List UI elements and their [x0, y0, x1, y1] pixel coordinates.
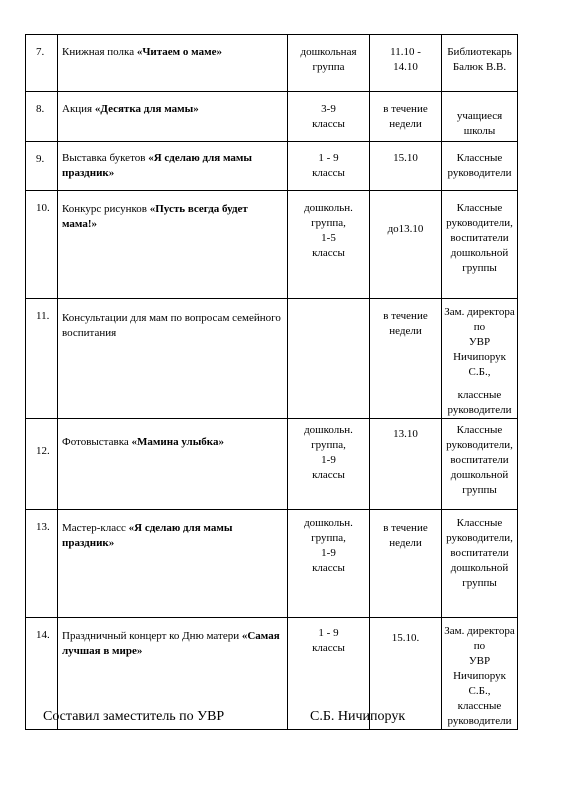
row-number [26, 510, 58, 618]
responsible-cell [442, 419, 518, 510]
audience-line: классы [312, 562, 345, 574]
event-cell [58, 191, 288, 299]
date-cell [370, 191, 442, 299]
responsible-line: воспитатели [450, 232, 509, 244]
responsible-line: учащиеся школы [456, 110, 503, 137]
audience-line: группа, [311, 532, 346, 544]
audience-line: 3-9 [321, 103, 336, 115]
responsible-cell [442, 191, 518, 299]
responsible-line: Классные [456, 517, 503, 529]
date-cell [370, 92, 442, 142]
date-line: в течение [383, 103, 428, 115]
table-row [26, 35, 518, 92]
row-number-text: 7. [36, 46, 45, 58]
audience-cell [288, 191, 370, 299]
date-cell [370, 35, 442, 92]
responsible-line: дошкольной [450, 562, 509, 574]
audience-line: 1 - 9 [318, 627, 339, 639]
audience-line: классы [312, 247, 345, 259]
row-number [26, 419, 58, 510]
table-row [26, 142, 518, 191]
date-line: 15.10. [391, 632, 420, 644]
responsible-line: Классные [456, 152, 503, 164]
event-text: Мастер-класс [62, 522, 129, 534]
table-row [26, 191, 518, 299]
audience-line: дошкольн. [304, 202, 353, 214]
responsible-line: Балюк В.В. [452, 61, 507, 73]
row-number-text: 9. [36, 153, 45, 165]
event-cell [58, 510, 288, 618]
responsible-line: группы [462, 577, 497, 589]
audience-line: классы [312, 167, 345, 179]
audience-line: 1 - 9 [318, 152, 339, 164]
date-cell [370, 299, 442, 419]
audience-cell [288, 419, 370, 510]
responsible-line: руководители, [446, 217, 513, 229]
table-row [26, 419, 518, 510]
audience-line: дошкольн. [304, 424, 353, 436]
row-number [26, 92, 58, 142]
responsible-line: УВР [468, 655, 491, 667]
responsible-cell [442, 618, 518, 730]
date-line: в течение [383, 310, 428, 322]
audience-line: 1-9 [321, 547, 336, 559]
responsible-line: Ничипорук С.Б., [453, 351, 506, 378]
audience-line: классы [312, 118, 345, 130]
row-number [26, 191, 58, 299]
date-cell [370, 142, 442, 191]
date-cell [370, 419, 442, 510]
row-number-text: 10. [36, 202, 50, 214]
row-number-text: 11. [36, 310, 50, 322]
audience-line: дошкольная [300, 46, 357, 58]
responsible-line: руководители, [446, 439, 513, 451]
responsible-cell [442, 142, 518, 191]
event-title: «Десятка для мамы» [94, 103, 199, 115]
responsible-line: воспитатели [450, 547, 509, 559]
audience-line: 1-5 [321, 232, 336, 244]
responsible-line: Классные [456, 202, 503, 214]
date-cell [370, 510, 442, 618]
responsible-line: УВР [468, 336, 491, 348]
compiled-by-text: Составил заместитель по УВР [43, 709, 225, 724]
audience-line: группа, [311, 439, 346, 451]
event-title: «Пусть всегда будет мама!» [62, 203, 248, 230]
responsible-line: Библиотекарь [447, 46, 512, 58]
event-title: «Читаем о маме» [136, 46, 222, 58]
event-cell [58, 299, 288, 419]
responsible-cell [442, 510, 518, 618]
date-line: 13.10 [393, 428, 418, 440]
responsible-line: руководители [447, 404, 512, 416]
date-line: 15.10 [393, 152, 418, 164]
signature-name: С.Б. Ничипорук [310, 709, 406, 724]
audience-line: классы [312, 642, 345, 654]
row-number [26, 299, 58, 419]
event-cell [58, 35, 288, 92]
responsible-line: Зам. директора по [444, 306, 515, 333]
row-number-text: 8. [36, 103, 45, 115]
row-number-text: 13. [36, 521, 50, 533]
audience-cell [288, 35, 370, 92]
responsible-line: руководители [447, 715, 512, 727]
audience-cell [288, 92, 370, 142]
table-row [26, 510, 518, 618]
audience-line: группа, [311, 217, 346, 229]
responsible-line: группы [462, 262, 497, 274]
responsible-line: Зам. директора по [444, 625, 515, 652]
audience-line: дошкольн. [304, 517, 353, 529]
event-text: Книжная полка [62, 46, 137, 58]
event-title: «Я сделаю для мамы праздник» [62, 522, 233, 549]
event-cell [58, 92, 288, 142]
responsible-line: классные [457, 389, 502, 401]
events-table [25, 34, 518, 730]
audience-line: классы [312, 469, 345, 481]
audience-cell [288, 510, 370, 618]
date-line: недели [389, 118, 422, 130]
table-row [26, 92, 518, 142]
responsible-line: руководители, [446, 532, 513, 544]
date-line: в течение [383, 522, 428, 534]
responsible-cell [442, 299, 518, 419]
responsible-line: дошкольной [450, 247, 509, 259]
responsible-cell [442, 92, 518, 142]
responsible-line: классные [457, 700, 502, 712]
audience-line: группа [312, 61, 345, 73]
audience-line: 1-9 [321, 454, 336, 466]
audience-cell [288, 299, 370, 419]
responsible-cell [442, 35, 518, 92]
date-line: недели [389, 537, 422, 549]
row-number [26, 142, 58, 191]
table-row [26, 299, 518, 419]
event-text: Выставка букетов [62, 152, 149, 164]
event-text: Праздничный концерт ко Дню матери [62, 630, 242, 642]
event-title: «Самая лучшая в мире» [62, 630, 280, 657]
event-text: Консультации для мам по вопросам семейного воспитания [62, 312, 281, 339]
row-number-text: 12. [36, 445, 50, 457]
event-title: «Мамина улыбка» [131, 436, 224, 448]
date-line: 11.10 - [390, 46, 421, 58]
responsible-line: группы [462, 484, 497, 496]
audience-cell [288, 142, 370, 191]
responsible-line: руководители [447, 167, 512, 179]
date-line: недели [389, 325, 422, 337]
responsible-line: дошкольной [450, 469, 509, 481]
event-text: Фотовыставка [62, 436, 132, 448]
row-number-text: 14. [36, 629, 50, 641]
date-line: до13.10 [387, 223, 424, 235]
event-title: «Я сделаю для мамы праздник» [62, 152, 252, 179]
date-line: 14.10 [393, 61, 418, 73]
event-cell [58, 419, 288, 510]
responsible-line: Ничипорук С.Б., [453, 670, 506, 697]
responsible-line: воспитатели [450, 454, 509, 466]
row-number [26, 35, 58, 92]
responsible-line: Классные [456, 424, 503, 436]
event-text: Конкурс рисунков [62, 203, 150, 215]
event-cell [58, 142, 288, 191]
event-text: Акция [62, 103, 95, 115]
